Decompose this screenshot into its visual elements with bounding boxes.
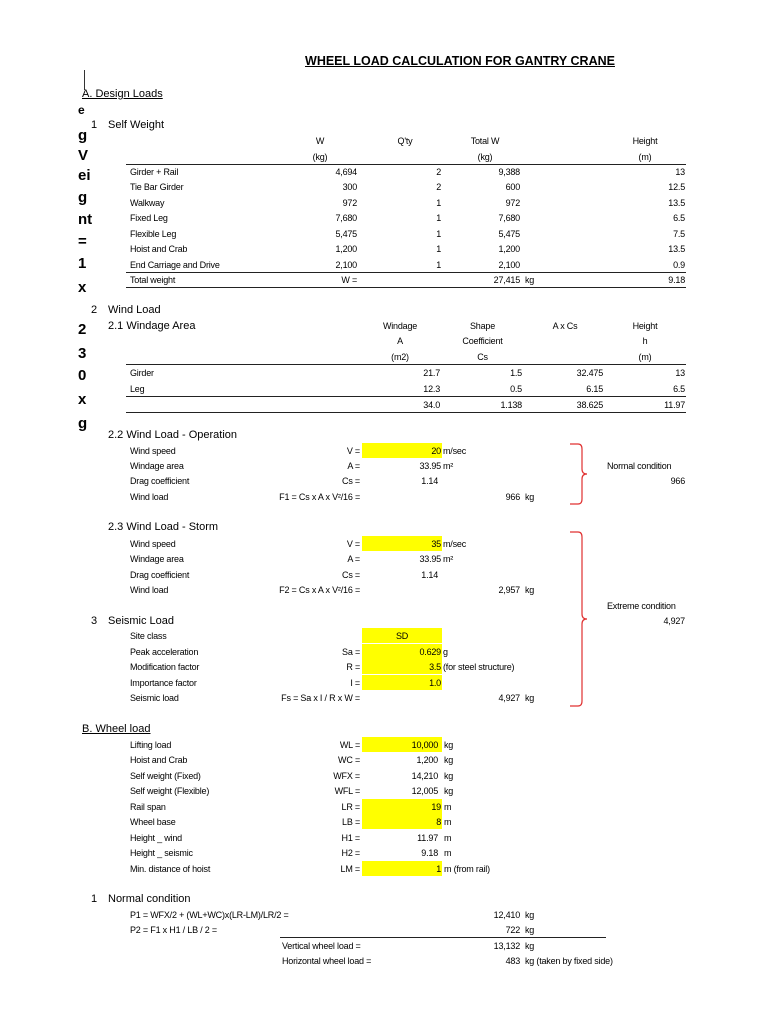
page-title: WHEEL LOAD CALCULATION FOR GANTRY CRANE — [305, 54, 615, 68]
param-eq: LB = — [342, 817, 360, 827]
sum-axcs: 38.625 — [576, 400, 603, 410]
param-eq: V = — [346, 446, 360, 456]
total-weight-label: Total weight — [130, 275, 176, 285]
param-eq: Fs = Sa x I / R x W = — [281, 693, 360, 703]
table-rule — [126, 272, 686, 273]
normal-condition-note: Normal condition — [607, 461, 672, 471]
self-weight-heading: Self Weight — [108, 119, 165, 131]
extreme-condition-brace-icon — [568, 531, 588, 707]
item-total: 2,100 — [498, 260, 520, 270]
item-weight: 2,100 — [335, 260, 357, 270]
param-label: Seismic load — [130, 693, 179, 703]
param-value: 1.0 — [429, 678, 441, 688]
item-name: End Carriage and Drive — [130, 260, 220, 270]
param-label: Wheel base — [130, 817, 176, 827]
param-eq: Sa = — [342, 647, 360, 657]
param-unit: g — [443, 647, 448, 657]
param-value: 9.18 — [421, 848, 438, 858]
col-header-w: W — [315, 136, 325, 146]
item-name: Tie Bar Girder — [130, 182, 184, 192]
item-qty: 2 — [436, 167, 441, 177]
member-area: 21.7 — [423, 368, 440, 378]
item-total: 5,475 — [498, 229, 520, 239]
total-weight-value: 27,415 — [493, 275, 520, 285]
param-eq: V = — [346, 539, 360, 549]
param-eq: A = — [347, 554, 360, 564]
total-weight-unit: kg — [525, 275, 535, 285]
item-name: Fixed Leg — [130, 213, 168, 223]
param-eq: WC = — [338, 755, 360, 765]
param-unit: m² — [443, 554, 454, 564]
p2-unit: kg — [525, 925, 535, 935]
windage-area-heading: 2.1 Windage Area — [108, 320, 196, 332]
item-weight: 4,694 — [335, 167, 357, 177]
seismic-heading: Seismic Load — [108, 615, 175, 627]
p2-value: 722 — [505, 925, 520, 935]
param-eq: F1 = Cs x A x V²/16 = — [279, 492, 360, 502]
member-cs: 0.5 — [510, 384, 522, 394]
col-header-total-unit: (kg) — [477, 152, 493, 162]
side-char: x — [78, 391, 87, 408]
item-height: 7.5 — [673, 229, 685, 239]
item-height: 13.5 — [668, 244, 685, 254]
param-unit: m — [444, 802, 452, 812]
param-unit: m — [444, 817, 452, 827]
item-qty: 2 — [436, 182, 441, 192]
param-value: 19 — [431, 802, 441, 812]
param-eq: I = — [350, 678, 360, 688]
sum-cs: 1.138 — [500, 400, 522, 410]
sum-height: 11.97 — [664, 400, 685, 410]
param-value: 12,005 — [411, 786, 438, 796]
vertical-wheel-load-value: 13,132 — [493, 941, 520, 951]
param-unit: (for steel structure) — [443, 662, 515, 672]
param-value: 0.629 — [419, 647, 441, 657]
col-header-shape-sym: Cs — [477, 352, 488, 362]
self-weight-number: 1 — [91, 119, 98, 131]
param-unit: kg — [525, 492, 535, 502]
normal-condition-brace-icon — [568, 443, 588, 505]
section-b-heading: B. Wheel load — [82, 723, 151, 735]
param-label: Wind load — [130, 585, 169, 595]
col-header-total: Total W — [470, 136, 500, 146]
param-unit: kg — [444, 771, 454, 781]
col-header-height: Height — [632, 136, 658, 146]
param-label: Wind load — [130, 492, 169, 502]
param-unit: kg — [525, 585, 535, 595]
item-total: 9,388 — [498, 167, 520, 177]
side-char: 1 — [78, 255, 87, 272]
param-value: 14,210 — [411, 771, 438, 781]
side-char: 2 — [78, 321, 87, 338]
table-rule — [126, 396, 686, 397]
item-weight: 5,475 — [335, 229, 357, 239]
param-label: Rail span — [130, 802, 166, 812]
param-label: Lifting load — [130, 740, 172, 750]
col-header-wind-height: Height — [632, 321, 658, 331]
item-name: Walkway — [130, 198, 165, 208]
side-char: ei — [78, 167, 91, 184]
side-char: g — [78, 415, 88, 432]
param-unit: kg — [444, 755, 454, 765]
col-header-w-unit: (kg) — [312, 152, 328, 162]
storm-heading: 2.3 Wind Load - Storm — [108, 521, 219, 533]
col-header-qty: Q'ty — [397, 136, 413, 146]
param-label: Hoist and Crab — [130, 755, 188, 765]
normal-condition-number: 1 — [91, 893, 98, 905]
param-value: 1.14 — [421, 476, 438, 486]
param-value: 1,200 — [416, 755, 438, 765]
param-unit: m — [444, 848, 452, 858]
p1-formula: P1 = WFX/2 + (WL+WC)x(LR-LM)/LR/2 = — [130, 910, 289, 920]
col-header-shape-coef: Coefficient — [462, 336, 503, 346]
col-header-windage: Windage — [382, 321, 418, 331]
vertical-wheel-load-label: Vertical wheel load = — [282, 941, 361, 951]
p1-value: 12,410 — [493, 910, 520, 920]
param-label: Peak acceleration — [130, 647, 199, 657]
col-header-shape: Shape — [469, 321, 496, 331]
member-height: 6.5 — [673, 384, 685, 394]
param-eq: H2 = — [341, 848, 360, 858]
param-label: Wind speed — [130, 539, 176, 549]
item-weight: 1,200 — [335, 244, 357, 254]
extreme-condition-value: 4,927 — [663, 616, 685, 626]
sum-area: 34.0 — [423, 400, 440, 410]
member-cs: 1.5 — [510, 368, 522, 378]
item-weight: 7,680 — [335, 213, 357, 223]
member-area: 12.3 — [423, 384, 440, 394]
param-value: 8 — [436, 817, 441, 827]
param-unit: m² — [443, 461, 454, 471]
param-value: 33.95 — [419, 554, 441, 564]
item-total: 600 — [505, 182, 520, 192]
section-a-heading: A. Design Loads — [82, 88, 163, 100]
param-eq: Cs = — [342, 476, 360, 486]
item-qty: 1 — [436, 213, 441, 223]
vertical-wheel-load-unit: kg — [525, 941, 535, 951]
param-eq: WL = — [339, 740, 360, 750]
item-weight: 300 — [342, 182, 357, 192]
param-eq: Cs = — [342, 570, 360, 580]
param-eq: A = — [347, 461, 360, 471]
item-name: Flexible Leg — [130, 229, 177, 239]
param-label: Windage area — [130, 461, 184, 471]
param-value: 1.14 — [421, 570, 438, 580]
normal-condition-value: 966 — [670, 476, 685, 486]
item-height: 13 — [675, 167, 685, 177]
member-height: 13 — [675, 368, 685, 378]
horizontal-wheel-load-unit: kg (taken by fixed side) — [525, 956, 613, 966]
total-weight-height: 9.18 — [668, 275, 685, 285]
param-eq: LR = — [341, 802, 360, 812]
param-value: 3.5 — [429, 662, 441, 672]
item-total: 1,200 — [498, 244, 520, 254]
sum-rule — [280, 937, 606, 938]
item-name: Hoist and Crab — [130, 244, 188, 254]
param-value: 2,957 — [498, 585, 520, 595]
side-char: 3 — [78, 345, 87, 362]
param-label: Importance factor — [130, 678, 197, 688]
param-unit: kg — [525, 693, 535, 703]
param-label: Drag coefficient — [130, 476, 190, 486]
col-header-windage-unit: (m2) — [391, 352, 409, 362]
table-rule — [126, 164, 686, 165]
param-value: 20 — [431, 446, 441, 456]
param-eq: WFL = — [334, 786, 360, 796]
param-unit: kg — [444, 786, 454, 796]
col-header-windage-sym: A — [397, 336, 403, 346]
horizontal-wheel-load-label: Horizontal wheel load = — [282, 956, 372, 966]
table-rule — [126, 412, 686, 413]
item-qty: 1 — [436, 229, 441, 239]
col-header-wind-height-sym: h — [642, 336, 648, 346]
side-char: g — [78, 127, 88, 144]
side-char: = — [78, 233, 87, 250]
param-eq: F2 = Cs x A x V²/16 = — [279, 585, 360, 595]
param-value: 33.95 — [419, 461, 441, 471]
horizontal-wheel-load-value: 483 — [505, 956, 520, 966]
param-eq: R = — [346, 662, 360, 672]
param-label: Self weight (Fixed) — [130, 771, 201, 781]
param-value: 10,000 — [411, 740, 438, 750]
param-value: SD — [395, 631, 409, 641]
item-total: 7,680 — [498, 213, 520, 223]
operation-heading: 2.2 Wind Load - Operation — [108, 429, 238, 441]
item-height: 12.5 — [668, 182, 685, 192]
param-unit: m — [444, 833, 452, 843]
total-weight-eq: W = — [341, 275, 357, 285]
param-label: Height _ wind — [130, 833, 182, 843]
param-unit: m/sec — [443, 446, 467, 456]
param-unit: m (from rail) — [444, 864, 490, 874]
item-qty: 1 — [436, 198, 441, 208]
param-value: 1 — [436, 864, 441, 874]
param-value: 35 — [431, 539, 441, 549]
p2-formula: P2 = F1 x H1 / LB / 2 = — [130, 925, 217, 935]
member-axcs: 6.15 — [586, 384, 603, 394]
item-qty: 1 — [436, 260, 441, 270]
item-height: 0.9 — [673, 260, 685, 270]
side-char: nt — [78, 211, 93, 228]
param-unit: m/sec — [443, 539, 467, 549]
param-label: Wind speed — [130, 446, 176, 456]
col-header-axcs: A x Cs — [552, 321, 578, 331]
table-rule — [126, 287, 686, 288]
member-axcs: 32.475 — [576, 368, 603, 378]
item-qty: 1 — [436, 244, 441, 254]
table-rule — [126, 364, 686, 365]
extreme-condition-note: Extreme condition — [607, 601, 676, 611]
param-value: 4,927 — [498, 693, 520, 703]
p1-unit: kg — [525, 910, 535, 920]
col-header-wind-height-unit: (m) — [638, 352, 652, 362]
item-name: Girder + Rail — [130, 167, 179, 177]
param-unit: kg — [444, 740, 454, 750]
param-eq: WFX = — [333, 771, 360, 781]
side-char: g — [78, 189, 88, 206]
side-char: 0 — [78, 367, 87, 384]
param-eq: LM = — [340, 864, 360, 874]
param-value: 11.97 — [417, 833, 438, 843]
side-char: V — [78, 147, 89, 164]
param-value: 966 — [505, 492, 520, 502]
param-label: Min. distance of hoist — [130, 864, 211, 874]
param-label: Height _ seismic — [130, 848, 193, 858]
param-label: Site class — [130, 631, 167, 641]
seismic-number: 3 — [91, 615, 98, 627]
member-name: Leg — [130, 384, 145, 394]
col-header-height-unit: (m) — [638, 152, 652, 162]
side-char: e — [78, 103, 85, 117]
wind-load-heading: Wind Load — [108, 304, 161, 316]
param-label: Modification factor — [130, 662, 200, 672]
left-cell-border — [84, 70, 85, 90]
item-total: 972 — [505, 198, 520, 208]
param-label: Drag coefficient — [130, 570, 190, 580]
member-name: Girder — [130, 368, 154, 378]
side-char: x — [78, 279, 87, 296]
wind-load-number: 2 — [91, 304, 98, 316]
param-label: Self weight (Flexible) — [130, 786, 210, 796]
param-eq: H1 = — [341, 833, 360, 843]
normal-condition-heading: Normal condition — [108, 893, 191, 905]
param-label: Windage area — [130, 554, 184, 564]
item-height: 13.5 — [668, 198, 685, 208]
item-height: 6.5 — [673, 213, 685, 223]
item-weight: 972 — [342, 198, 357, 208]
